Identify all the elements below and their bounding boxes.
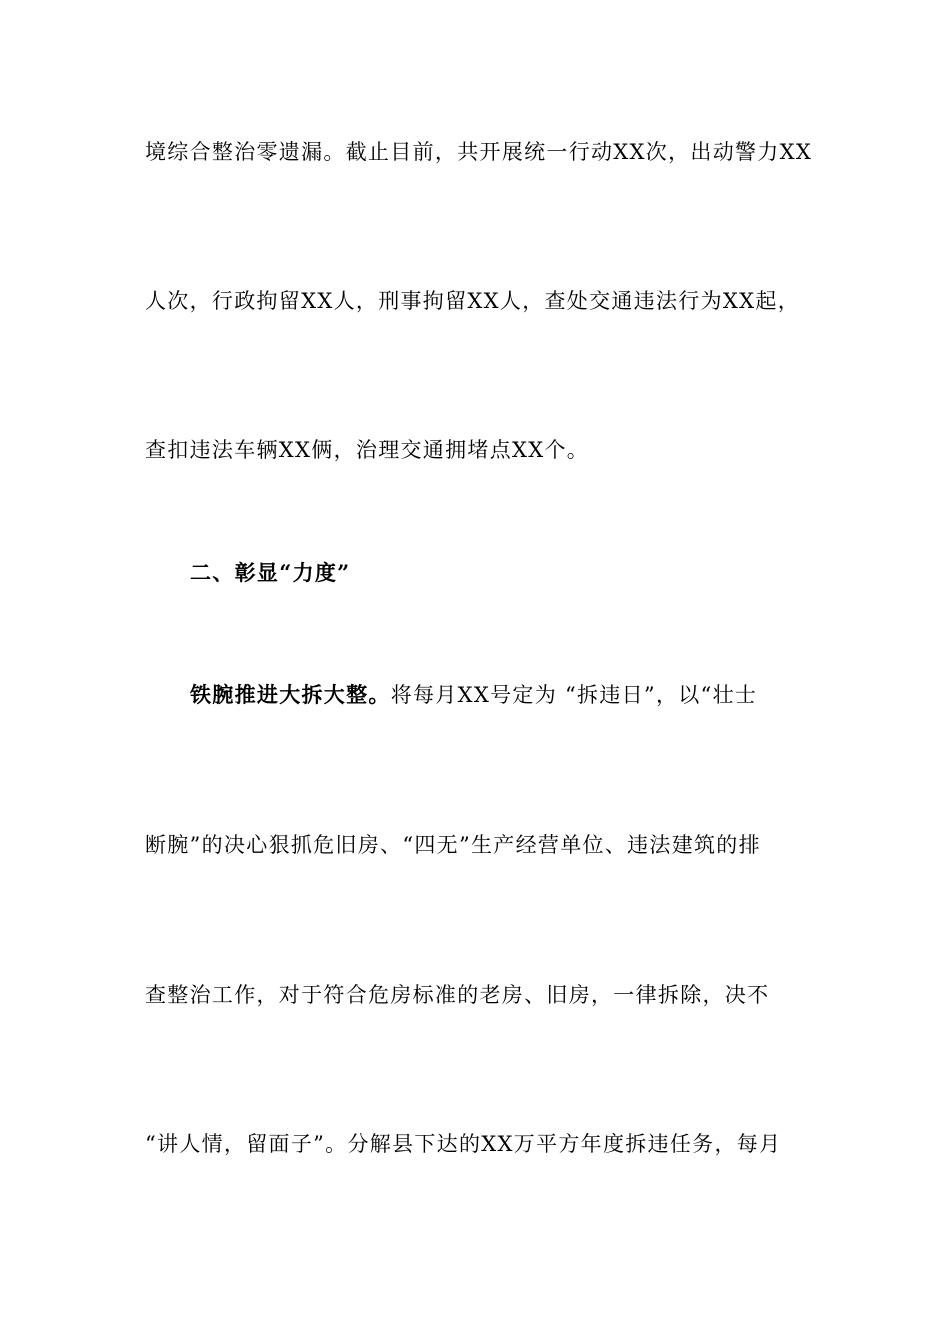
paragraph-lead: 铁腕推进大拆大整。 (190, 682, 391, 707)
paragraph-line: 人次，行政拘留XX人，刑事拘留XX人，查处交通违法行为XX起， (145, 289, 800, 313)
paragraph-line: 境综合整治零遗漏。截止目前，共开展统一行动XX次，出动警力XX (145, 140, 813, 164)
paragraph-line: “讲人情，留面子”。分解县下达的XX万平方年度拆违任务，每月 (145, 1132, 782, 1156)
paragraph-line: 查整治工作，对于符合危房标准的老房、旧房，一律拆除，决不 (145, 983, 770, 1007)
paragraph-line: 断腕”的决心狠抓危旧房、“四无”生产经营单位、违法建筑的排 (145, 833, 761, 857)
paragraph-line (190, 681, 757, 709)
section-heading: 二、彰显“力度” (190, 560, 351, 585)
paragraph-line: 查扣违法车辆XX俩，治理交通拥堵点XX个。 (145, 438, 590, 462)
paragraph-text: 将每月XX号定为 “拆违日”，以“壮士 (390, 683, 758, 707)
